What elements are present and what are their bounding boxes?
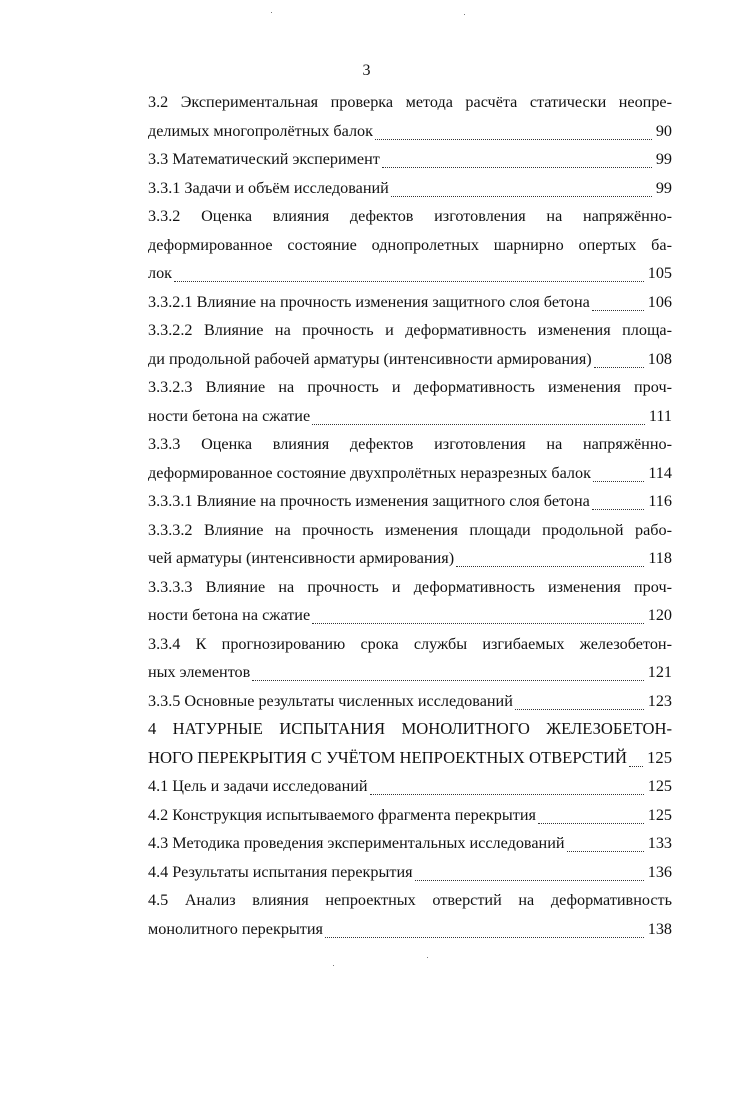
toc-page-number: 125	[647, 777, 672, 795]
toc-page-number: 136	[647, 862, 672, 881]
toc-entry-line	[148, 487, 672, 516]
toc-entry-title: чей арматуры (интенсивности армирования)	[148, 549, 455, 567]
toc-page-number: 108	[647, 349, 672, 368]
toc-page-number: 111	[648, 406, 672, 425]
dot-leader	[593, 480, 644, 482]
toc-page-number: 125	[647, 747, 672, 767]
toc-entry-title: 3.3.3.1 Влияние на прочность изменения защитного слоя бетона	[148, 492, 590, 510]
dot-leader	[391, 195, 652, 197]
toc-entry-line	[148, 117, 672, 146]
toc-entry-line: 3.3.2 Оценка влияния дефектов изготовления на напряжённо-	[148, 207, 672, 225]
toc-entry-title: ных элементов	[148, 663, 251, 681]
dot-leader	[456, 565, 644, 567]
toc-entry-line: 3.3.2.3 Влияние на прочность и деформативность изменения проч-	[148, 378, 672, 396]
toc-entry-line	[148, 402, 672, 431]
toc-entry-line: 4.5 Анализ влияния непроектных отверстий на деформативность	[148, 891, 672, 909]
toc-entry-line	[148, 259, 672, 288]
toc-page-number: 106	[647, 292, 672, 311]
toc-page-number: 116	[648, 492, 672, 510]
scan-speck	[464, 14, 465, 15]
scan-speck	[333, 965, 334, 966]
toc-entry-line	[148, 915, 672, 944]
toc-entry-line	[148, 687, 672, 716]
toc-entry-title: ности бетона на сжатие	[148, 606, 311, 624]
dot-leader	[312, 423, 645, 425]
toc-entry-title: 4.2 Конструкция испытываемого фрагмента перекрытия	[148, 805, 536, 824]
toc-page-number: 90	[655, 121, 672, 140]
toc-page-number: 133	[647, 834, 672, 852]
toc-entry-line	[148, 658, 672, 687]
toc-entry-title: деформированное состояние двухпролётных неразрезных балок	[148, 463, 591, 482]
dot-leader	[325, 936, 644, 938]
toc-entry-title: 3.3 Математический эксперимент	[148, 150, 380, 168]
dot-leader	[594, 366, 644, 368]
dot-leader	[312, 622, 644, 624]
dot-leader	[567, 850, 644, 852]
toc-page-number: 99	[655, 150, 672, 168]
toc-entry-title: делимых многопролётных балок	[148, 121, 374, 140]
dot-leader	[252, 679, 643, 681]
toc-page-number: 120	[647, 606, 672, 624]
dot-leader	[375, 138, 652, 140]
toc-entry-line	[148, 858, 672, 887]
toc-entry-title: ди продольной рабочей арматуры (интенсивности армирования)	[148, 349, 592, 368]
toc-page-number: 123	[647, 691, 672, 710]
toc-entry-line	[148, 345, 672, 374]
toc-entry-line	[148, 544, 672, 573]
toc-entry-line: 3.2 Экспериментальная проверка метода расчёта статически неопре-	[148, 93, 672, 111]
toc-entry-line: 3.3.3 Оценка влияния дефектов изготовления на напряжённо-	[148, 435, 672, 453]
toc-entry-line	[148, 459, 672, 488]
toc-entry-line	[148, 801, 672, 830]
toc-entry-line: 3.3.4 К прогнозированию срока службы изгибаемых железобетон-	[148, 634, 672, 653]
toc-entry-title: монолитного перекрытия	[148, 919, 323, 938]
dot-leader	[592, 309, 644, 311]
dot-leader	[592, 508, 645, 510]
toc-entry-line	[148, 744, 672, 773]
toc-entry-line	[148, 829, 672, 858]
toc-entry-title: 3.3.5 Основные результаты численных исследований	[148, 691, 513, 710]
toc-entry-line: 3.3.2.2 Влияние на прочность и деформативность изменения площа-	[148, 321, 672, 339]
toc-entry-line: деформированное состояние однопролетных шарнирно опертых ба-	[148, 235, 672, 254]
toc-entry-line	[148, 288, 672, 317]
toc-entry-line	[148, 145, 672, 174]
toc-page-number: 99	[655, 178, 672, 197]
toc-page-number: 121	[647, 663, 672, 681]
page-number: 3	[362, 62, 371, 79]
toc-entry-line: 3.3.3.2 Влияние на прочность изменения площади продольной рабо-	[148, 520, 672, 539]
dot-leader	[629, 765, 643, 767]
dot-leader	[415, 879, 644, 881]
toc-entry-line: 4 НАТУРНЫЕ ИСПЫТАНИЯ МОНОЛИТНОГО ЖЕЛЕЗОБЕТОН-	[148, 719, 672, 738]
toc-page-number: 138	[647, 919, 672, 938]
toc-entry-title: 3.3.2.1 Влияние на прочность изменения защитного слоя бетона	[148, 292, 590, 311]
toc-entry-title: 4.4 Результаты испытания перекрытия	[148, 862, 413, 881]
scan-speck	[271, 12, 272, 13]
dot-leader	[538, 822, 644, 824]
toc-entry-title: 4.1 Цель и задачи исследований	[148, 777, 368, 795]
toc-page-number: 114	[648, 463, 672, 482]
toc-entry-line: 3.3.3.3 Влияние на прочность и деформативность изменения проч-	[148, 577, 672, 596]
scan-speck	[427, 957, 428, 958]
toc-entry-line	[148, 772, 672, 801]
toc-entry-line	[148, 601, 672, 630]
toc-entry-title: 4.3 Методика проведения экспериментальных исследований	[148, 834, 565, 852]
toc-entry-title: ности бетона на сжатие	[148, 406, 311, 425]
dot-leader	[370, 793, 644, 795]
toc-page-number: 125	[647, 805, 672, 824]
toc-entry-title: 3.3.1 Задачи и объём исследований	[148, 178, 389, 197]
toc-page-number: 118	[648, 549, 672, 567]
dot-leader	[515, 708, 644, 710]
toc-entry-line	[148, 174, 672, 203]
table-of-contents	[148, 88, 672, 943]
dot-leader	[382, 166, 652, 168]
toc-entry-title: НОГО ПЕРЕКРЫТИЯ С УЧЁТОМ НЕПРОЕКТНЫХ ОТВЕРСТИЙ	[148, 747, 627, 767]
dot-leader	[174, 280, 644, 282]
toc-page-number: 105	[647, 264, 672, 282]
toc-entry-title: лок	[148, 264, 173, 282]
